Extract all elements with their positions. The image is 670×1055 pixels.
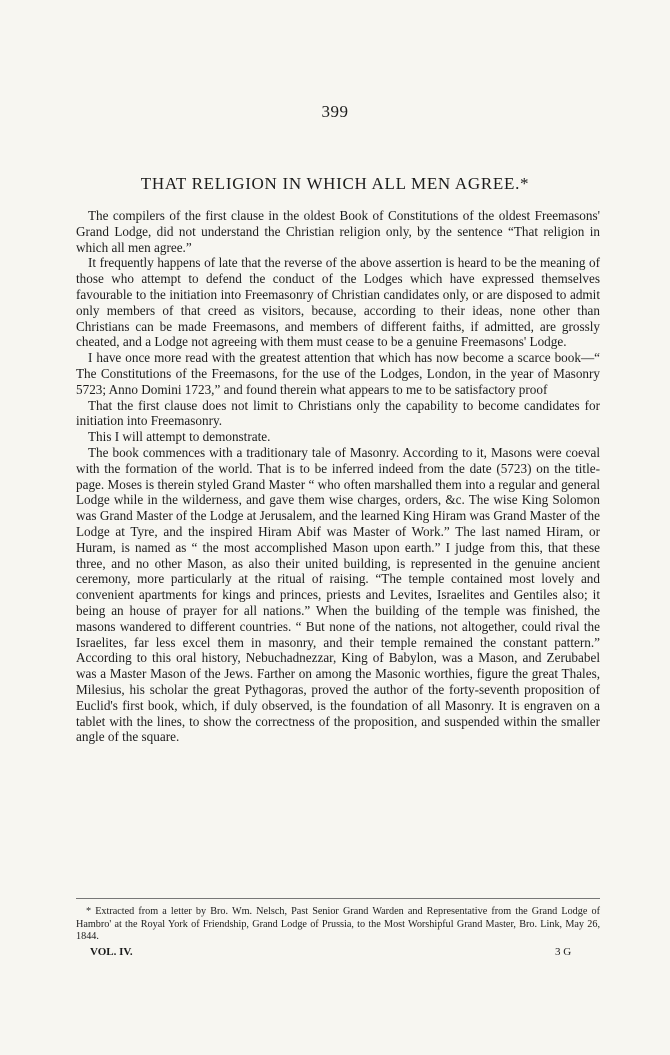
paragraph-1: The compilers of the first clause in the oldest Book of Constitutions of the oldest Freemasons' Grand Lodge, did not understand the Christian religion only, by the sentence “That religion in which all men agree.” bbox=[76, 208, 600, 255]
article-body bbox=[76, 208, 600, 745]
paragraph-3: I have once more read with the greatest attention that which has now become a scarce book—“ The Constitutions of the Freemasons, for the use of the Lodges, London, in the year of Masonry 5723; Anno Domini 1723,” and found therein what appears to me to be satisfactory proof bbox=[76, 350, 600, 397]
signature-mark: 3 G bbox=[555, 946, 572, 958]
paragraph-4: That the first clause does not limit to Christians only the capability to become candidates for initiation into Freemasonry. bbox=[76, 397, 600, 429]
paragraph-6: The book commences with a traditionary tale of Masonry. According to it, Masons were coeval with the formation of the world. That is to be inferred indeed from the date (5723) on the title-page. Moses is therein styled Grand Master “ who often marshalled them into a regular and general Lodge while in the wilderness, and gave them wise charges, orders, &c. The wise King Solomon was Grand Master of the Lodge at Jerusalem, and the learned King Hiram was Grand Master of the Lodge at Tyre, and the inspired Hiram Abif was Master of Work.” The last named Hiram, or Huram, is named as “ the most accomplished Mason upon earth.” I judge from this, that these three, and no other Mason, as also their united building, is represented in the genuine ancient ceremony, more particularly at the ritual of raising. “The temple contained most lovely and convenient apartments for kings and princes, priests and Levites, Israelites and Gentiles also; it being an house of prayer for all nations.” When the building of the temple was finished, the masons wandered to different countries. “ But none of the nations, not altogether, could rival the Israelites, far less excel them in masonry, and their temple remained the constant pattern.” According to this oral history, Nebuchadnezzar, King of Babylon, was a Mason, and Zerubabel was a Master Mason of the Jews. Farther on among the Masonic worthies, figure the great Thales, Milesius, his scholar the great Pythagoras, proved the author of the forty-seventh proposition of Euclid's first book, which, if duly observed, is the foundation of all Masonry. It is engraven on a tablet with the lines, to show the correctness of the proposition, and suspended within the smaller angle of the square. bbox=[76, 444, 600, 745]
volume-label: VOL. IV. bbox=[90, 946, 133, 958]
article-title: THAT RELIGION IN WHICH ALL MEN AGREE.* bbox=[140, 174, 530, 193]
page-number: 399 bbox=[321, 102, 349, 121]
paragraph-5: This I will attempt to demonstrate. bbox=[88, 429, 271, 445]
footnote-text: * Extracted from a letter by Bro. Wm. Nelsch, Past Senior Grand Warden and Representative from the Grand Lodge of Hambro' at the Royal York of Friendship, Grand Lodge of Prussia, to the Most Worshipful Grand Master, Bro. Link, May 26, 1844. bbox=[76, 906, 600, 942]
footnote bbox=[76, 906, 600, 944]
footnote-divider bbox=[76, 898, 600, 899]
paragraph-2: It frequently happens of late that the reverse of the above assertion is heard to be the meaning of those who attempt to defend the conduct of the Lodges which have expressed themselves favourable to the initiation into Freemasonry of Christian candidates only, or are disposed to admit only members of that creed as visitors, because, according to their ideas, none other than Christians can be made Freemasons, and members of different faiths, if admitted, are grossly cheated, and a Lodge not agreeing with them must cease to be a genuine Freemasons' Lodge. bbox=[76, 255, 600, 350]
